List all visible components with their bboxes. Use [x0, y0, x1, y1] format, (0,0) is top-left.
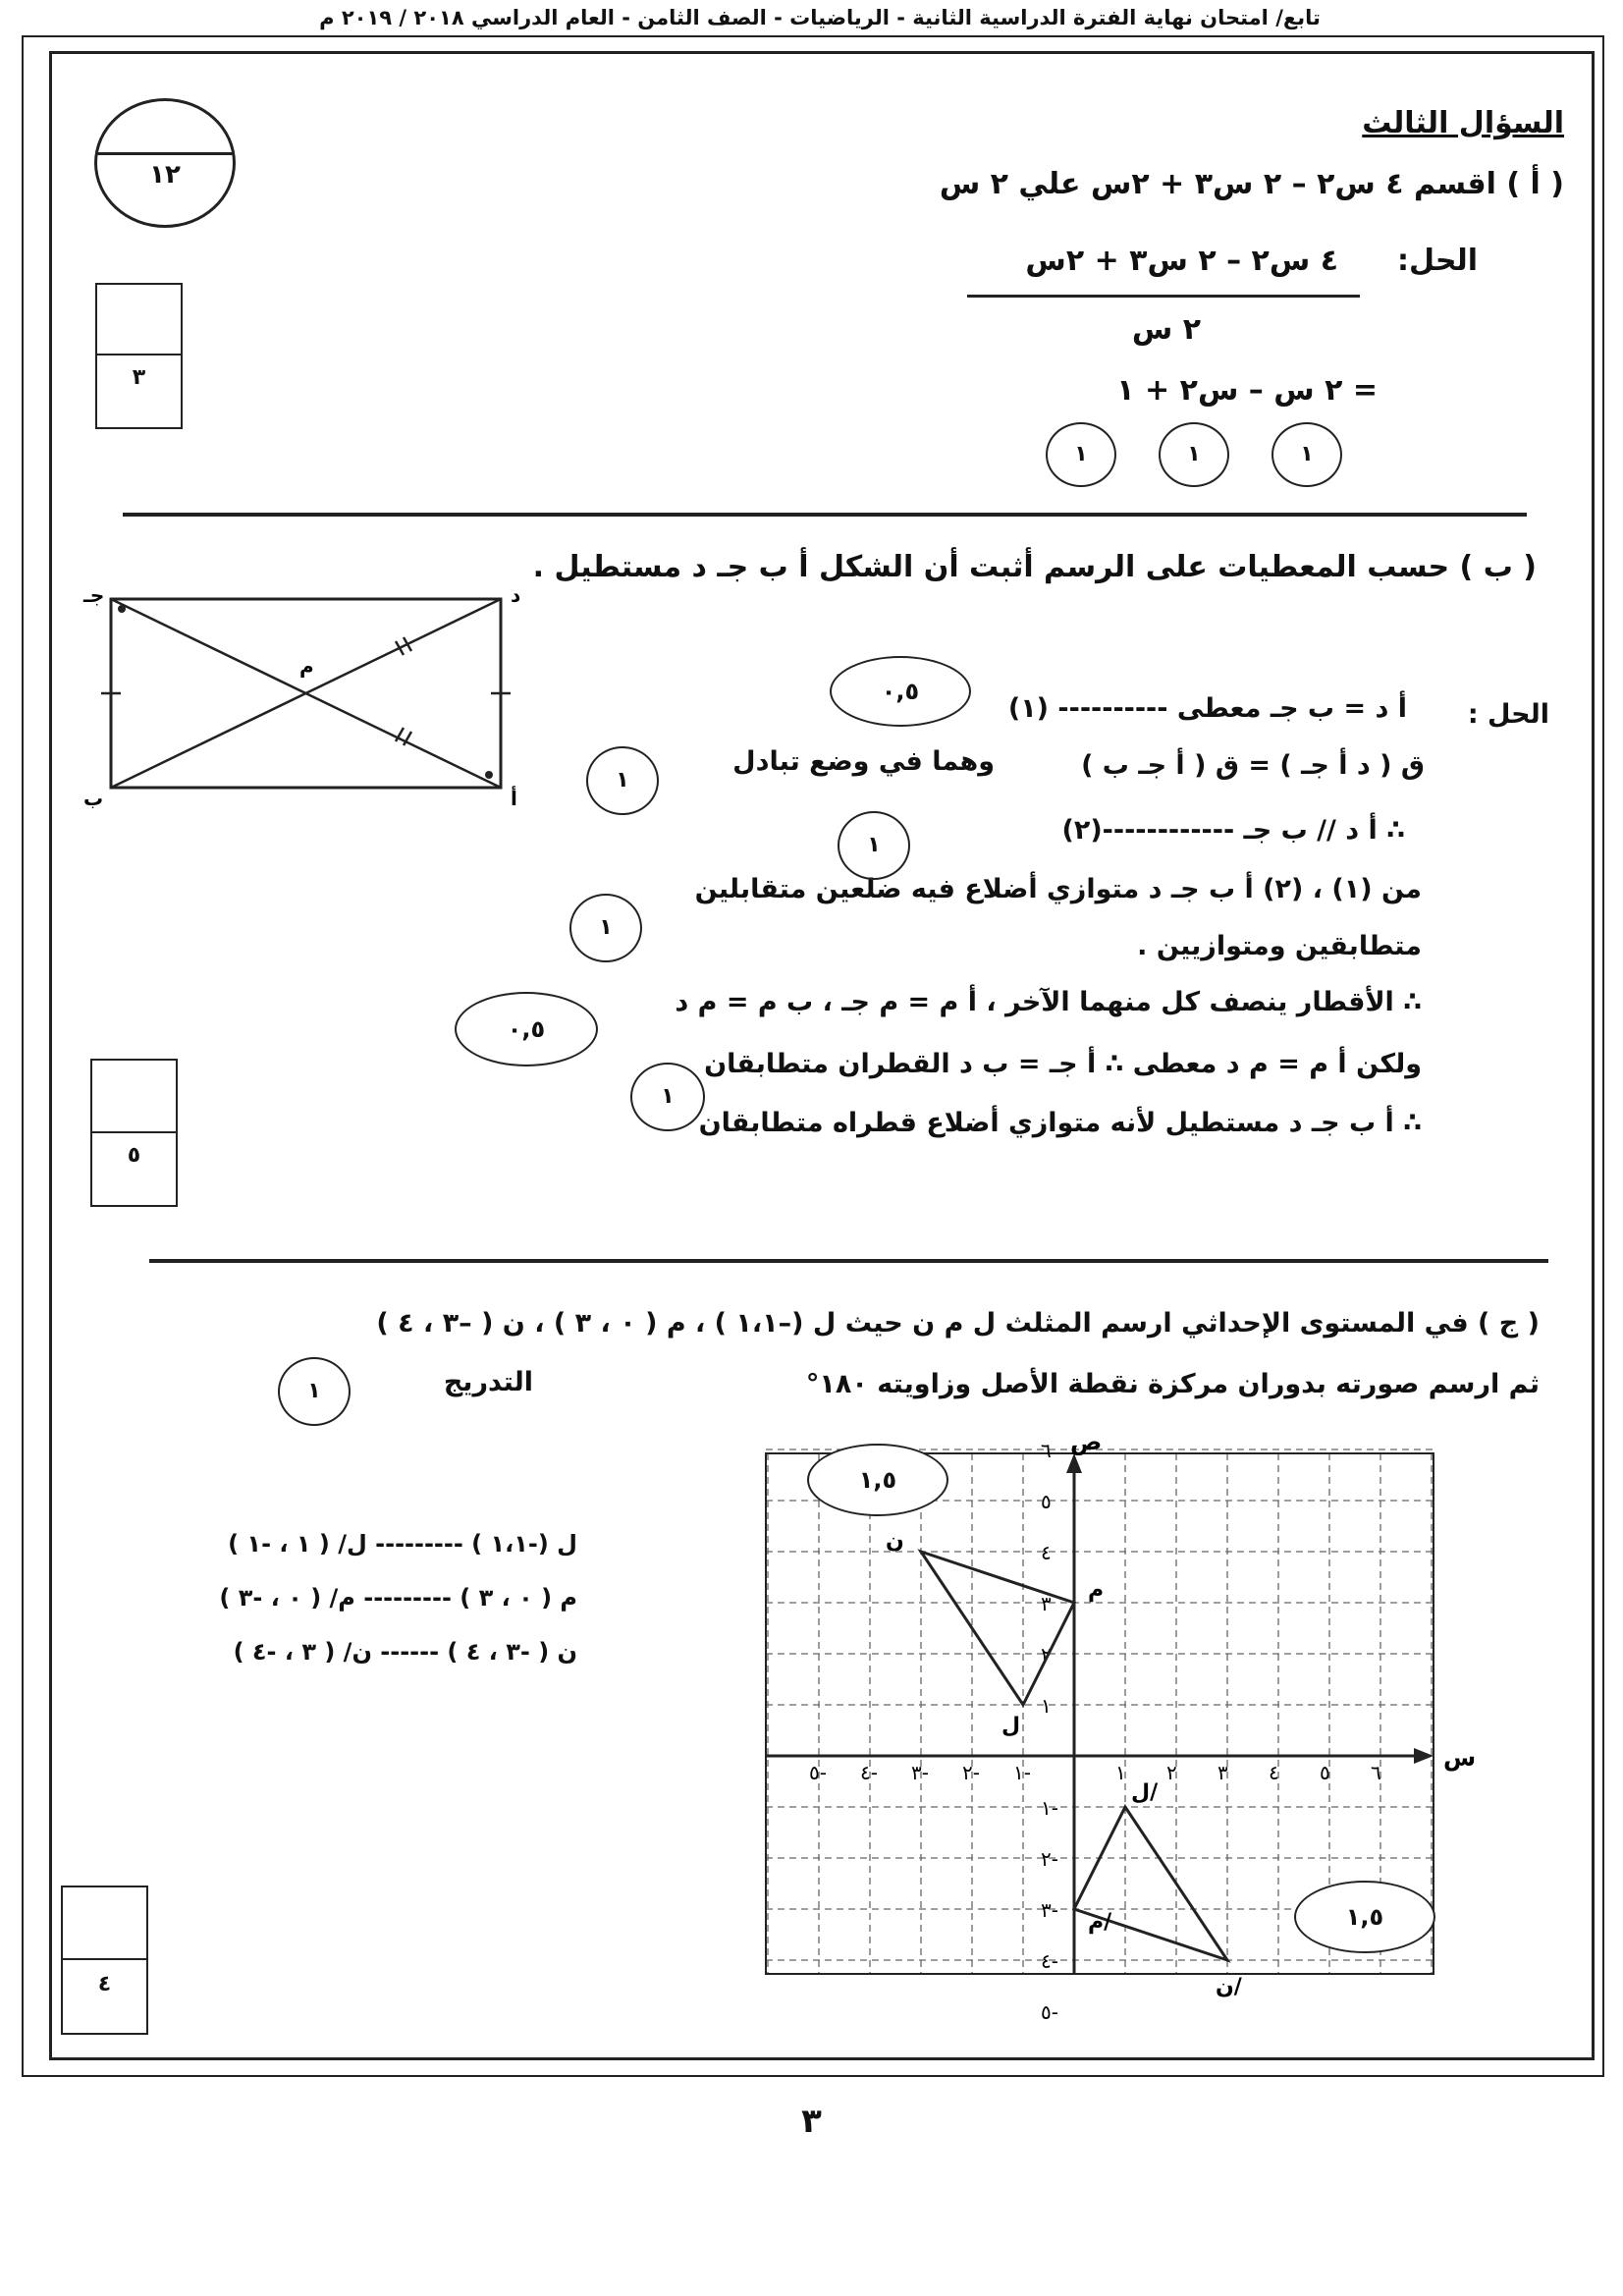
part-c-score: ٤	[97, 1972, 112, 1996]
question-title: السؤال الثالث	[1362, 106, 1564, 140]
proof-line-6: متطابقين ومتوازيين .	[1137, 931, 1422, 961]
y-tick-label: ٦	[1041, 1439, 1052, 1462]
x-tick-label: ٣-	[911, 1761, 929, 1784]
total-score: ١٢	[149, 160, 181, 190]
rectangle-figure	[79, 584, 530, 810]
part-a-denominator: ٢ س	[1131, 312, 1201, 347]
x-tick-label: ١-	[1013, 1761, 1031, 1784]
y-tick-label: ٤-	[1041, 1949, 1058, 1973]
x-axis-label: س	[1443, 1744, 1477, 1772]
fraction-bar	[967, 295, 1360, 298]
mark-circle: ١	[1159, 422, 1229, 487]
x-tick-label: ١	[1115, 1761, 1126, 1784]
original-triangle	[921, 1552, 1074, 1705]
mark-ellipse: ٠,٥	[830, 656, 971, 727]
x-tick-label: ٣	[1217, 1761, 1228, 1784]
proof-line-2: ق ( د أ جـ ) = ق ( أ جـ ب )	[1081, 750, 1425, 781]
angle-dot	[118, 605, 126, 613]
graduation-label: التدريج	[443, 1367, 533, 1397]
y-tick-label: ١	[1041, 1694, 1052, 1718]
vertex-label-a: أ	[511, 787, 517, 810]
triangle-vertex-label: ل/	[1131, 1780, 1159, 1805]
mapping-line-2: م ( ٠ ، ٣ ) --------- م/ ( ٠ ، -٣ )	[219, 1584, 577, 1612]
image-triangle	[1074, 1807, 1227, 1960]
x-tick-label: ٢-	[962, 1761, 980, 1784]
proof-line-4: ∴ أ د // ب جـ ------------(٢)	[1061, 815, 1405, 846]
part-c-score-box	[61, 1886, 148, 2035]
y-tick-label: ٣-	[1041, 1898, 1058, 1922]
vertex-label-c: جـ	[83, 583, 105, 607]
mark-circle: ١	[1046, 422, 1116, 487]
proof-line-1: أ د = ب جـ معطى ---------- (١)	[1007, 693, 1407, 724]
part-a-score: ٣	[132, 365, 146, 390]
mark-circle: ١	[1271, 422, 1342, 487]
x-tick-label: ٦	[1371, 1761, 1381, 1784]
x-axis-arrow	[1414, 1748, 1434, 1764]
triangle-vertex-label: ن/	[1216, 1975, 1242, 1999]
y-tick-label: ٥-	[1041, 2000, 1058, 2024]
part-c-statement: ( ج ) في المستوى الإحداثي ارسم المثلث ل م ن حيث ل (–١،١ ) ، م ( ٠ ، ٣ ) ، ن ( –٣ ، ٤ )	[376, 1308, 1540, 1339]
proof-line-9: ∴ أ ب جـ د مستطيل لأنه متوازي أضلاع قطراه متطابقان	[698, 1108, 1422, 1138]
x-tick-label: ٢	[1166, 1761, 1177, 1784]
mark-circle: ١	[586, 746, 659, 815]
mark-circle: ١	[630, 1063, 705, 1131]
part-c-statement-2: ثم ارسم صورته بدوران مركزة نقطة الأصل وزاويته ١٨٠°	[805, 1369, 1540, 1399]
mark-circle: ١	[838, 811, 910, 880]
mapping-line-3: ن ( -٣ ، ٤ ) ------ ن/ ( ٣ ، -٤ )	[233, 1638, 577, 1666]
y-tick-label: ٢-	[1041, 1847, 1058, 1871]
y-tick-label: ١-	[1041, 1796, 1058, 1820]
mapping-line-1: ل (-١،١ ) --------- ل/ ( ١ ، -١ )	[228, 1530, 577, 1558]
part-a-statement: ( أ ) اقسم ٤ س٢ – ٢ س٣ + ٢س علي ٢ س	[939, 167, 1564, 201]
proof-line-3: وهما في وضع تبادل	[732, 746, 995, 777]
y-tick-label: ٥	[1041, 1490, 1052, 1513]
part-a-score-box	[95, 283, 183, 429]
part-a-solution-label: الحل:	[1397, 244, 1478, 278]
y-tick-label: ٤	[1041, 1541, 1052, 1564]
triangle-vertex-label: م	[1088, 1578, 1105, 1603]
triangle-vertex-label: ن	[886, 1529, 904, 1554]
y-axis-label: ص	[1070, 1428, 1103, 1455]
mark-ellipse: ١,٥	[807, 1444, 948, 1516]
x-tick-label: ٥-	[809, 1761, 827, 1784]
mark-ellipse: ١,٥	[1294, 1881, 1435, 1953]
y-axis-arrow	[1066, 1453, 1082, 1473]
mark-circle: ١	[569, 894, 642, 962]
part-b-statement: ( ب ) حسب المعطيات على الرسم أثبت أن الشكل أ ب جـ د مستطيل .	[532, 550, 1537, 584]
page-number: ٣	[801, 2102, 822, 2141]
part-b-score: ٥	[127, 1143, 141, 1168]
part-a-result: = ٢ س – س٢ + ١	[1116, 373, 1378, 408]
section-divider	[123, 513, 1527, 517]
total-score-circle	[94, 98, 236, 228]
proof-line-5: من (١) ، (٢) أ ب جـ د متوازي أضلاع فيه ضلعين متقابلين	[694, 874, 1422, 904]
triangle-vertex-label: م/	[1088, 1910, 1112, 1935]
y-tick-label: ٣	[1041, 1592, 1052, 1615]
vertex-label-b: ب	[83, 787, 104, 810]
part-b-solution-label: الحل :	[1467, 699, 1549, 730]
x-tick-label: ٥	[1320, 1761, 1330, 1784]
x-tick-label: ٤	[1269, 1761, 1279, 1784]
y-tick-label: ٢	[1041, 1643, 1052, 1667]
mark-ellipse: ٠,٥	[455, 992, 598, 1066]
part-b-score-box	[90, 1059, 178, 1207]
mark-circle: ١	[278, 1357, 351, 1426]
section-divider	[149, 1259, 1548, 1263]
vertex-label-d: د	[511, 583, 521, 607]
proof-line-8: ولكن أ م = م د معطى ∴ أ جـ = ب د القطران متطابقان	[704, 1049, 1422, 1079]
vertex-label-m: م	[299, 654, 314, 678]
proof-line-7: ∴ الأقطار ينصف كل منهما الآخر ، أ م = م جـ ، ب م = م د	[675, 987, 1422, 1017]
x-tick-label: ٤-	[860, 1761, 878, 1784]
page-header: تابع/ امتحان نهاية الفترة الدراسية الثانية - الرياضيات - الصف الثامن - العام الدراسي ٢٠١٨ / ٢٠١٩ م	[319, 6, 1321, 29]
triangle-vertex-label: ل	[1001, 1714, 1021, 1738]
part-a-numerator: ٤ س٢ – ٢ س٣ + ٢س	[1025, 244, 1338, 278]
angle-dot	[485, 771, 493, 779]
